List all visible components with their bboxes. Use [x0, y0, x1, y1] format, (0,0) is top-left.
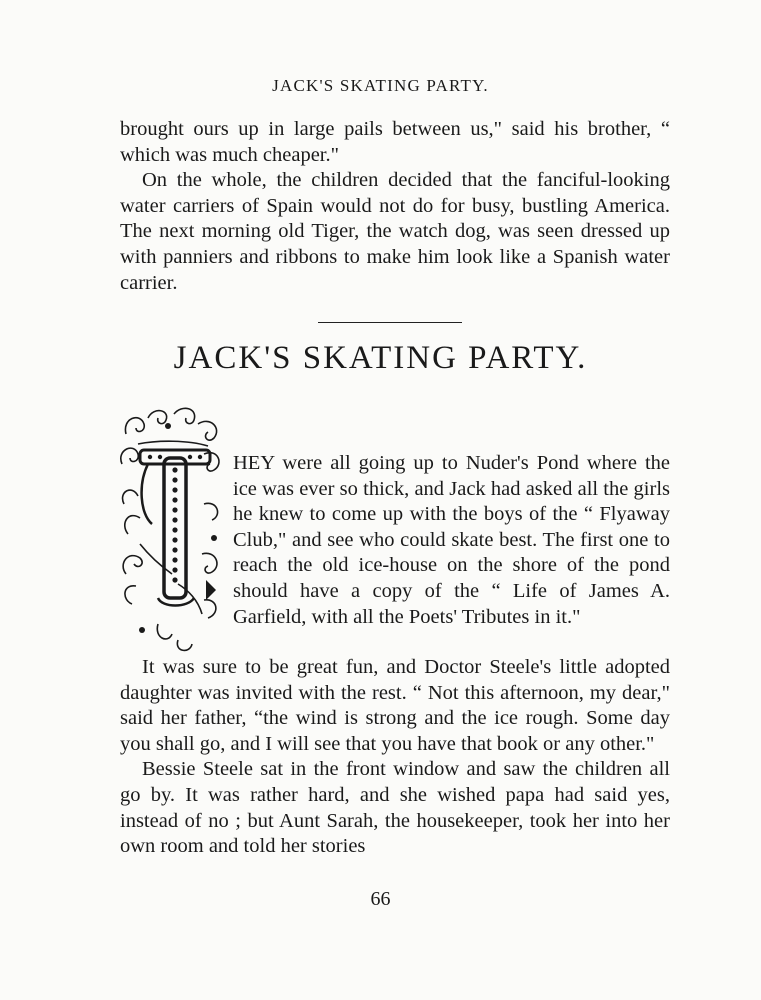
opening-text [233, 451, 670, 630]
section-divider [318, 322, 462, 323]
following-text [120, 655, 670, 860]
continued-text [120, 117, 670, 296]
paragraph-adopted-daughter: It was sure to be great fun, and Doctor Steele's little adopted daughter was invited with the rest. “ Not this afternoon, my dear," said her father, “the wind is strong and the ice rough. Some day you shall go, and I will see that you have that book or any other." [120, 656, 670, 755]
running-head: JACK'S SKATING PARTY. [272, 76, 489, 95]
section-title: JACK'S SKATING PARTY. [173, 340, 588, 376]
paragraph-continued: brought ours up in large pails between us," said his brother, “ which was much cheaper." [120, 118, 670, 166]
page-number: 66 [370, 888, 391, 910]
paragraph-bessie-steele: Bessie Steele sat in the front window and saw the children all go by. It was rather hard, and she wished papa had said yes, instead of no ; but Aunt Sarah, the housekeeper, took her into her own room and told her stories [120, 758, 670, 858]
paragraph-water-carriers: On the whole, the children decided that the fanciful-looking water carriers of Spain would not do for busy, bustling America. The next morning old Tiger, the watch dog, was seen dressed up with panniers and ribbons to make him look like a Spanish water carrier. [120, 169, 670, 294]
paragraph-opening: HEY were all going up to Nuder's Pond where the ice was ever so thick, and Jack had asked all the girls he knew to come up with the boys of the “ Flyaway Club," and see who could skate best. The first one to reach the old ice-house on the shore of the pond should have a copy of the “ Life of James A. Garfield, with all the Poets' Tributes in it." [233, 452, 670, 628]
ornamental-drop-cap [118, 404, 226, 654]
